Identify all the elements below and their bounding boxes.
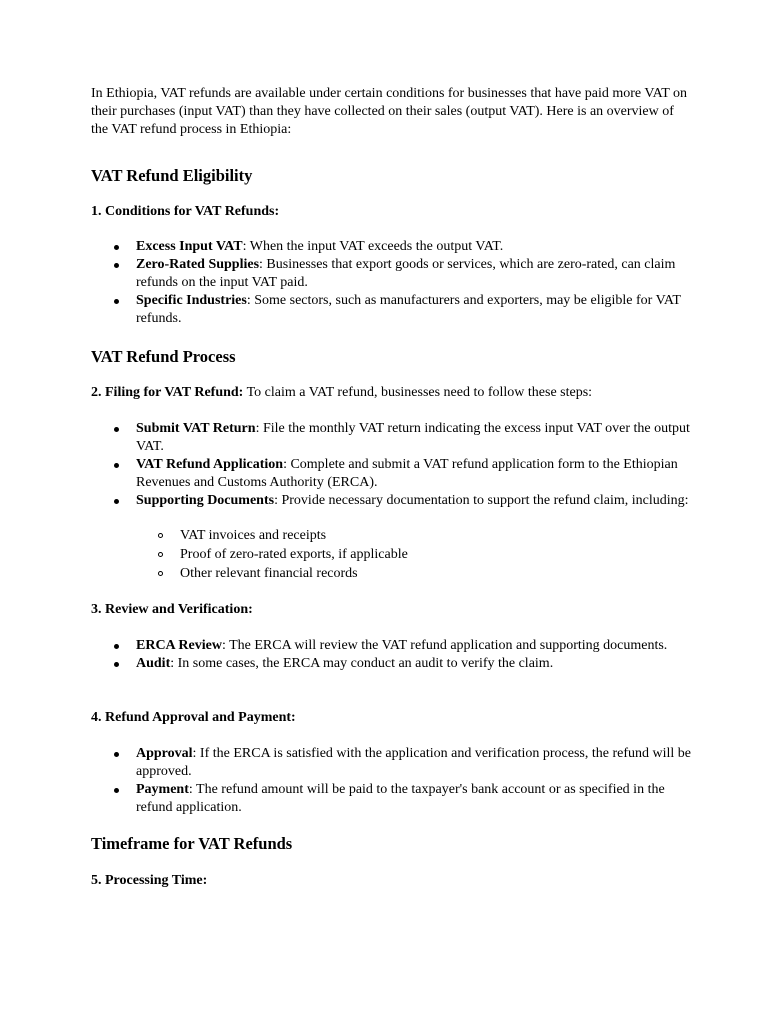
item-term: Supporting Documents — [136, 493, 275, 508]
bullet-icon — [114, 752, 119, 757]
subheading-conditions: 1. Conditions for VAT Refunds: — [91, 204, 280, 219]
item-term: ERCA Review — [136, 638, 222, 653]
circle-bullet-icon — [158, 571, 163, 576]
item-text: : Complete and submit a VAT refund application form to the Ethiopian Revenues and Customs Authority (ERCA). — [136, 457, 678, 490]
bullet-icon — [114, 499, 119, 504]
list-item — [136, 238, 696, 256]
subheading-review: 3. Review and Verification: — [91, 602, 253, 617]
list-item — [136, 420, 696, 456]
item-text: : In some cases, the ERCA may conduct an audit to verify the claim. — [170, 656, 554, 671]
item-term: VAT Refund Application — [136, 457, 284, 472]
item-term: Excess Input VAT — [136, 239, 243, 254]
sublist-item: VAT invoices and receipts — [180, 527, 680, 545]
bullet-icon — [114, 263, 119, 268]
eligibility-list — [136, 238, 696, 328]
heading-timeframe: Timeframe for VAT Refunds — [91, 834, 293, 853]
review-list — [136, 637, 696, 673]
item-text: : When the input VAT exceeds the output VAT. — [242, 239, 504, 254]
circle-bullet-icon — [158, 533, 163, 538]
item-term: Zero-Rated Supplies — [136, 257, 260, 272]
list-item — [136, 637, 696, 655]
filing-text: To claim a VAT refund, businesses need to follow these steps: — [243, 385, 593, 400]
subheading-approval: 4. Refund Approval and Payment: — [91, 710, 296, 725]
heading-eligibility: VAT Refund Eligibility — [91, 166, 253, 185]
item-term: Payment — [136, 782, 189, 797]
heading-process: VAT Refund Process — [91, 347, 236, 366]
list-item — [136, 745, 696, 781]
list-item — [136, 492, 696, 510]
approval-list — [136, 745, 696, 817]
documents-sublist — [180, 527, 680, 584]
list-item — [136, 456, 696, 492]
item-text: : Businesses that export goods or services, which are zero-rated, can claim refunds on the input VAT paid. — [136, 257, 676, 290]
subheading-filing — [91, 384, 691, 402]
list-item — [136, 781, 696, 817]
filing-term: 2. Filing for VAT Refund: — [91, 385, 244, 400]
item-text: : The ERCA will review the VAT refund application and supporting documents. — [221, 638, 668, 653]
bullet-icon — [114, 644, 119, 649]
list-item — [136, 256, 696, 292]
item-text: : File the monthly VAT return indicating the excess input VAT over the output VAT. — [136, 421, 690, 454]
sublist-item: Other relevant financial records — [180, 565, 680, 583]
item-text: : The refund amount will be paid to the taxpayer's bank account or as specified in the refund application. — [136, 782, 665, 815]
subheading-processing-time: 5. Processing Time: — [91, 873, 208, 888]
list-item — [136, 655, 696, 673]
item-term: Specific Industries — [136, 293, 247, 308]
circle-bullet-icon — [158, 552, 163, 557]
item-term: Approval — [136, 746, 193, 761]
item-term: Submit VAT Return — [136, 421, 256, 436]
process-list — [136, 420, 696, 510]
intro-paragraph: In Ethiopia, VAT refunds are available under certain conditions for businesses that have paid more VAT on their purchases (input VAT) than they have collected on their sales (output VAT). Here is an overview of the VAT refund process in Ethiopia: — [91, 86, 688, 137]
item-text: : If the ERCA is satisfied with the application and verification process, the refund will be approved. — [136, 746, 691, 779]
list-item — [136, 292, 696, 328]
item-text: : Provide necessary documentation to support the refund claim, including: — [274, 493, 689, 508]
bullet-icon — [114, 463, 119, 468]
bullet-icon — [114, 788, 119, 793]
bullet-icon — [114, 299, 119, 304]
bullet-icon — [114, 427, 119, 432]
sublist-item: Proof of zero-rated exports, if applicable — [180, 546, 680, 564]
bullet-icon — [114, 662, 119, 667]
bullet-icon — [114, 245, 119, 250]
item-text: : Some sectors, such as manufacturers and exporters, may be eligible for VAT refunds. — [136, 293, 681, 326]
item-term: Audit — [136, 656, 171, 671]
